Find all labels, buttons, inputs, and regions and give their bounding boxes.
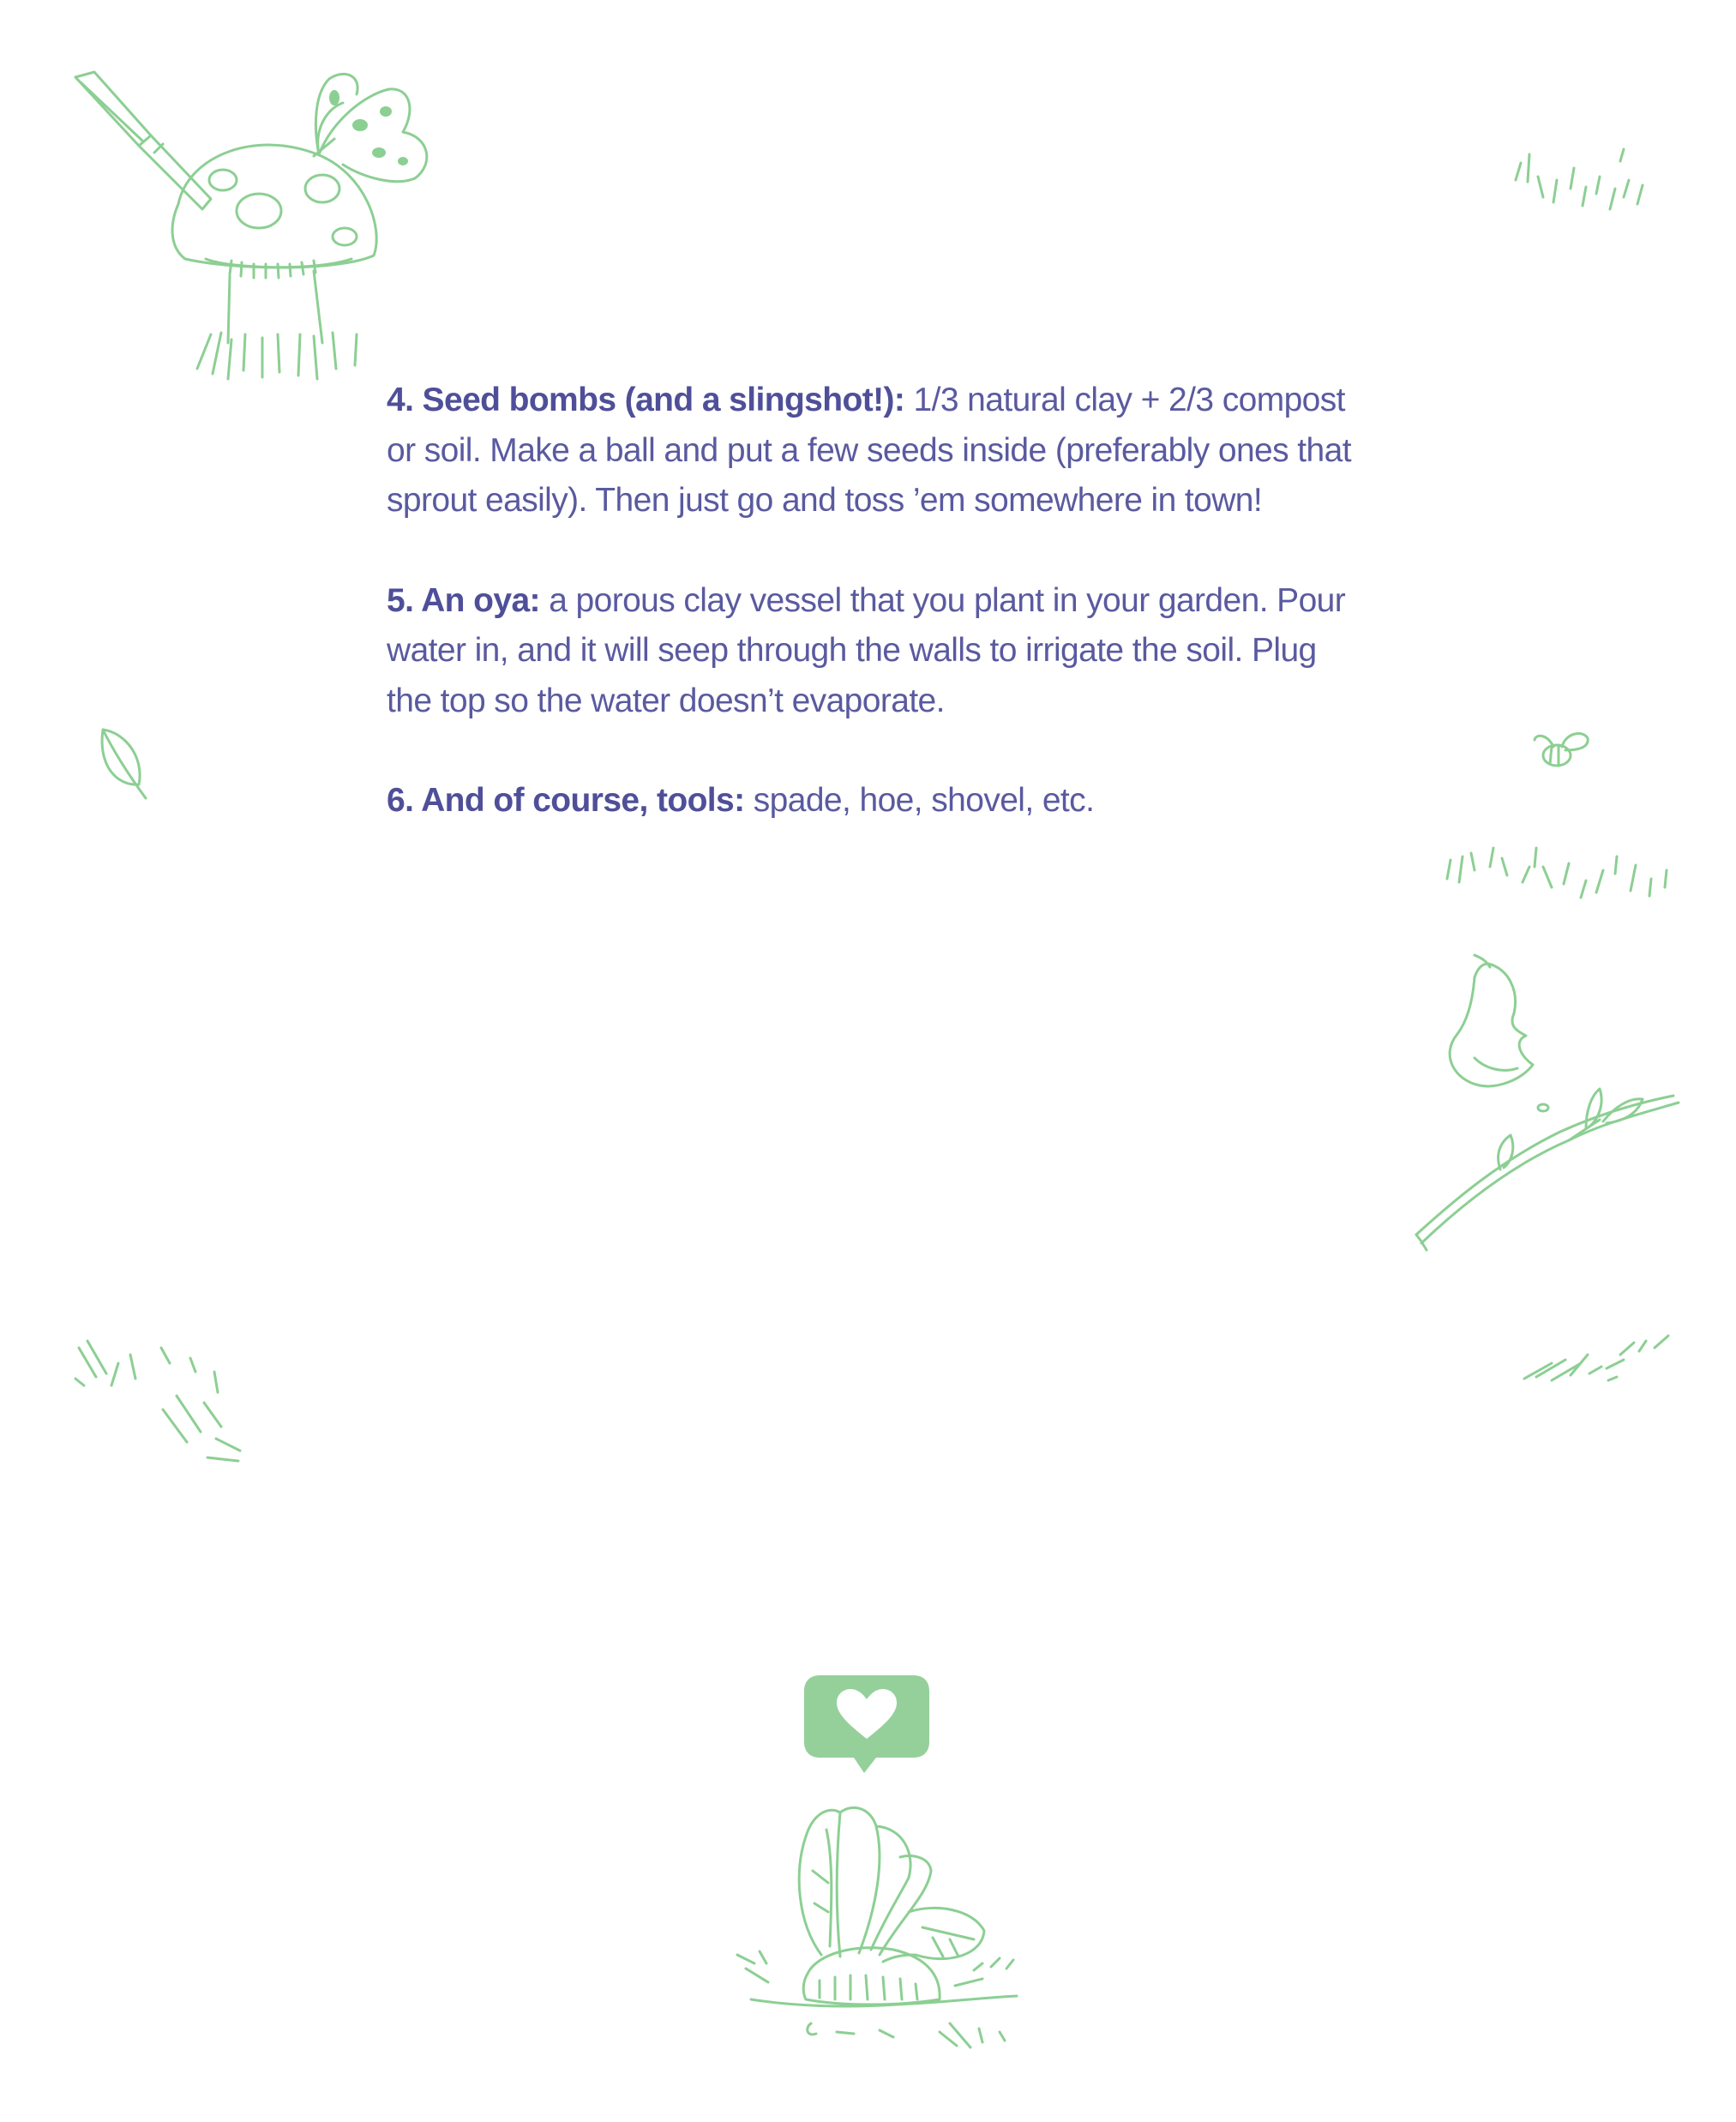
mushroom-icon: [172, 145, 376, 379]
mushroom-knife-illustration: [60, 60, 463, 386]
bee-icon: [1528, 724, 1596, 776]
item-text: spade, hoe, shovel, etc.: [753, 782, 1095, 819]
grass-icon: [70, 1338, 250, 1466]
grass-icon: [1440, 845, 1672, 913]
branch-icon: [1416, 1089, 1679, 1250]
pear-icon: [1450, 955, 1548, 1111]
beet-icon: [725, 1775, 1034, 2058]
butterfly-icon: [314, 74, 427, 181]
leaf-icon: [93, 724, 153, 802]
list-item: [387, 376, 1364, 526]
grass-icon: [1517, 1329, 1680, 1389]
knife-icon: [75, 72, 211, 209]
item-text: a porous clay vessel that you plant in your garden. Pour water in, and it will seep through the walls to irrigate the soil. Plug the top so the water doesn’t evaporate.: [387, 581, 1346, 719]
pear-branch-illustration: [1406, 952, 1689, 1252]
text-content: [387, 376, 1364, 876]
list-item: [387, 576, 1364, 727]
item-title: 6. And of course, tools:: [387, 782, 745, 819]
grass-icon: [1509, 146, 1655, 223]
item-title: 5. An oya:: [387, 581, 540, 619]
heart-speech-bubble-icon: [802, 1672, 931, 1783]
item-title: 4. Seed bombs (and a slingshot!):: [387, 382, 905, 418]
list-item: [387, 776, 1364, 827]
item-text: 1/3 natural clay + 2/3 compost or soil. Make a ball and put a few seeds inside (preferably ones that sprout easily). Then just go and toss ’em somewhere in town!: [387, 382, 1351, 519]
